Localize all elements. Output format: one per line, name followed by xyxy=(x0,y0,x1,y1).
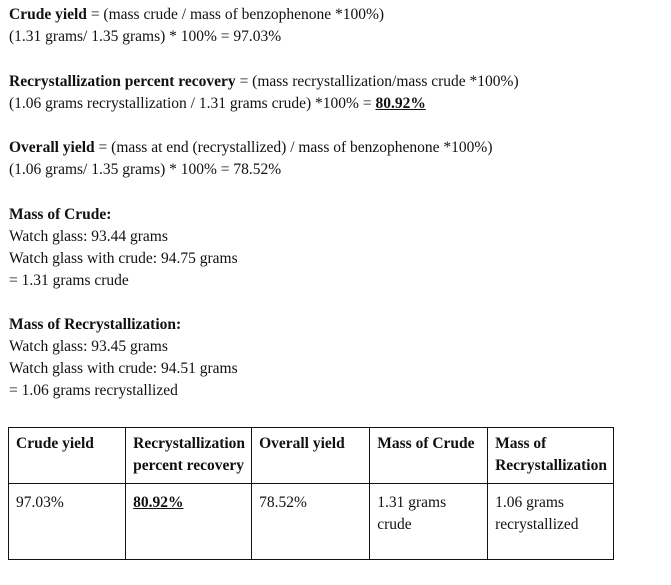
crude-yield-formula: = (mass crude / mass of benzophenone *100%) xyxy=(86,6,385,23)
mass-crude-heading: Mass of Crude: xyxy=(9,205,112,223)
mass-recrystallization-line: = 1.06 grams recrystallized xyxy=(9,382,178,399)
crude-yield-calculation: (1.31 grams/ 1.35 grams) * 100% = 97.03% xyxy=(9,28,282,45)
table-header-cell: Overall yield xyxy=(252,428,370,484)
table-cell: 1.06 grams recrystallized xyxy=(488,484,614,560)
mass-crude-line: Watch glass: 93.44 grams xyxy=(9,227,168,245)
table-cell: 97.03% xyxy=(9,484,126,560)
overall-yield-formula: = (mass at end (recrystallized) / mass of benzophenone *100%) xyxy=(94,139,493,156)
table-cell: 80.92% xyxy=(126,484,252,560)
table-cell: 1.31 grams crude xyxy=(370,484,488,560)
recovery-result: 80.92% xyxy=(375,94,426,112)
recovery-formula-line xyxy=(9,71,664,93)
table-row xyxy=(9,484,614,560)
mass-recrystallization-heading: Mass of Recrystallization: xyxy=(9,316,182,333)
table-cell: 78.52% xyxy=(252,484,370,560)
recovery-calculation-line xyxy=(9,93,664,115)
table-header-cell: Mass of Crude xyxy=(370,428,488,484)
table-header-cell: Mass of Recrystallization xyxy=(488,428,614,484)
document-body xyxy=(9,4,664,402)
summary-table xyxy=(8,427,614,560)
crude-yield-label: Crude yield xyxy=(9,6,87,23)
mass-crude-line: = 1.31 grams crude xyxy=(9,271,129,289)
overall-yield-calculation: (1.06 grams/ 1.35 grams) * 100% = 78.52% xyxy=(9,161,282,178)
recovery-formula: = (mass recrystallization/mass crude *100%) xyxy=(235,72,519,90)
mass-recrystallization-line: Watch glass with crude: 94.51 grams xyxy=(9,360,238,377)
recovery-label: Recrystallization percent recovery xyxy=(9,72,236,90)
mass-recrystallization-line: Watch glass: 93.45 grams xyxy=(9,338,168,355)
recovery-calculation: (1.06 grams recrystallization / 1.31 grams crude) *100% = xyxy=(9,94,376,112)
crude-yield-formula-line xyxy=(9,4,664,26)
mass-crude-line: Watch glass with crude: 94.75 grams xyxy=(9,249,238,267)
table-header-row xyxy=(9,428,614,484)
table-header-cell: Crude yield xyxy=(9,428,126,484)
overall-yield-label: Overall yield xyxy=(9,139,95,156)
overall-yield-formula-line xyxy=(9,137,664,159)
table-header-cell: Recrystallization percent recovery xyxy=(126,428,252,484)
